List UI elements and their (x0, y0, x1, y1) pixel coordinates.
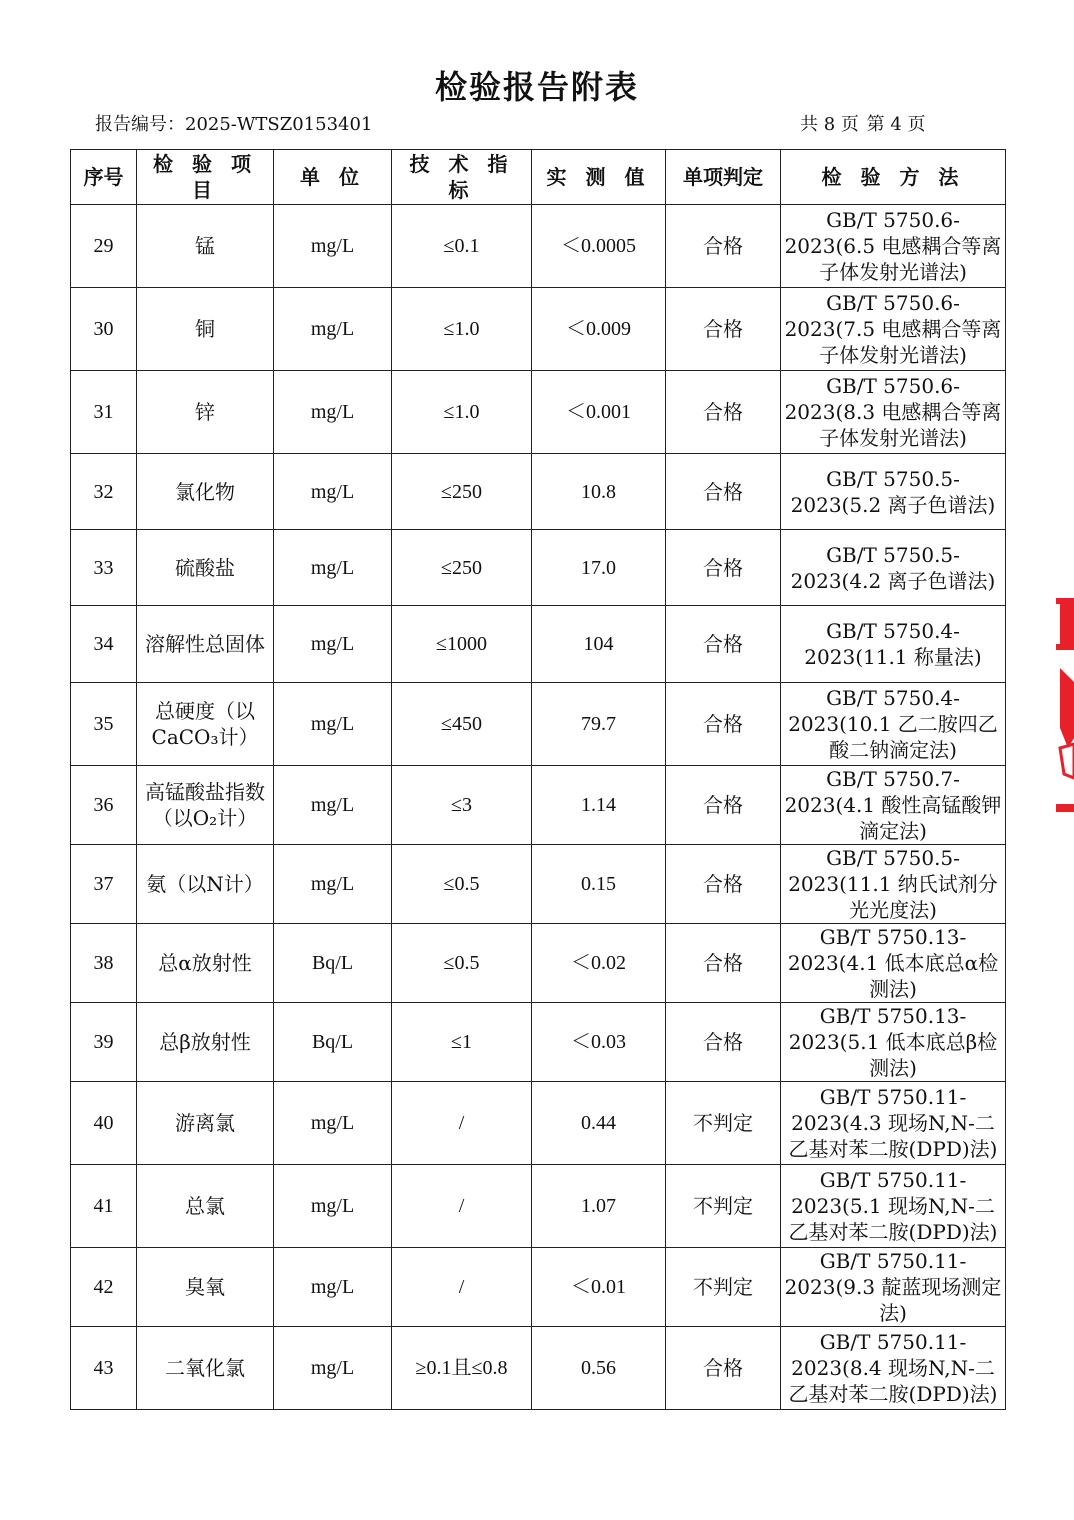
table-body (71, 205, 1006, 1410)
cell-verdict: 合格 (666, 530, 781, 606)
cell-no: 29 (71, 205, 137, 288)
cell-verdict: 合格 (666, 606, 781, 683)
cell-spec: / (392, 1082, 532, 1165)
inspection-table (70, 149, 1006, 1410)
column-header-verdict: 单项判定 (666, 150, 781, 205)
cell-no: 41 (71, 1165, 137, 1248)
cell-spec: ≤250 (392, 530, 532, 606)
table-row (71, 1248, 1006, 1327)
column-header-value: 实 测 值 (532, 150, 666, 205)
cell-value: ＜0.01 (532, 1248, 666, 1327)
cell-verdict: 合格 (666, 288, 781, 371)
cell-method: GB/T 5750.11-2023(9.3 靛蓝现场测定法) (781, 1248, 1006, 1327)
cell-unit: mg/L (274, 371, 392, 454)
cell-method: GB/T 5750.13-2023(4.1 低本底总α检测法) (781, 924, 1006, 1003)
column-header-item: 检 验 项 目 (137, 150, 274, 205)
cell-no: 30 (71, 288, 137, 371)
table-row (71, 845, 1006, 924)
seal-stamp (1056, 598, 1074, 812)
cell-method: GB/T 5750.4-2023(11.1 称量法) (781, 606, 1006, 683)
table-row (71, 454, 1006, 530)
cell-item: 总β放射性 (137, 1003, 274, 1082)
cell-method: GB/T 5750.11-2023(8.4 现场N,N-二乙基对苯二胺(DPD)法) (781, 1327, 1006, 1410)
cell-unit: mg/L (274, 1082, 392, 1165)
table-row (71, 606, 1006, 683)
column-header-spec: 技 术 指 标 (392, 150, 532, 205)
table-row (71, 371, 1006, 454)
cell-verdict: 合格 (666, 766, 781, 845)
cell-spec: ≤1000 (392, 606, 532, 683)
cell-method: GB/T 5750.6-2023(6.5 电感耦合等离子体发射光谱法) (781, 205, 1006, 288)
cell-unit: mg/L (274, 288, 392, 371)
cell-unit: mg/L (274, 530, 392, 606)
cell-item: 高锰酸盐指数（以O₂计） (137, 766, 274, 845)
table-row (71, 924, 1006, 1003)
table-row (71, 1082, 1006, 1165)
cell-unit: mg/L (274, 606, 392, 683)
table-row (71, 766, 1006, 845)
cell-value: 1.07 (532, 1165, 666, 1248)
cell-item: 总硬度（以CaCO₃计） (137, 683, 274, 766)
cell-method: GB/T 5750.6-2023(7.5 电感耦合等离子体发射光谱法) (781, 288, 1006, 371)
cell-value: 79.7 (532, 683, 666, 766)
cell-value: 104 (532, 606, 666, 683)
cell-spec: ≤1.0 (392, 371, 532, 454)
cell-no: 31 (71, 371, 137, 454)
cell-unit: Bq/L (274, 1003, 392, 1082)
cell-value: ＜0.009 (532, 288, 666, 371)
cell-verdict: 合格 (666, 371, 781, 454)
table-row (71, 683, 1006, 766)
cell-verdict: 合格 (666, 845, 781, 924)
cell-spec: ≤0.5 (392, 924, 532, 1003)
cell-value: ＜0.03 (532, 1003, 666, 1082)
cell-value: 0.15 (532, 845, 666, 924)
cell-item: 总α放射性 (137, 924, 274, 1003)
report-title: 检验报告附表 (434, 68, 639, 106)
cell-value: 10.8 (532, 454, 666, 530)
cell-item: 二氧化氯 (137, 1327, 274, 1410)
cell-spec: ≤1.0 (392, 288, 532, 371)
table-row (71, 530, 1006, 606)
current-page: 第 4 页 (866, 114, 926, 135)
cell-verdict: 合格 (666, 683, 781, 766)
cell-value: ＜0.001 (532, 371, 666, 454)
cell-no: 37 (71, 845, 137, 924)
cell-item: 锌 (137, 371, 274, 454)
cell-spec: ≥0.1且≤0.8 (392, 1327, 532, 1410)
cell-item: 总氯 (137, 1165, 274, 1248)
total-pages: 共 8 页 (800, 114, 859, 135)
cell-no: 39 (71, 1003, 137, 1082)
page-indicator (800, 110, 928, 136)
column-header-method: 检 验 方 法 (781, 150, 1006, 205)
cell-no: 42 (71, 1248, 137, 1327)
cell-no: 33 (71, 530, 137, 606)
cell-method: GB/T 5750.4-2023(10.1 乙二胺四乙酸二钠滴定法) (781, 683, 1006, 766)
cell-unit: mg/L (274, 454, 392, 530)
cell-verdict: 合格 (666, 205, 781, 288)
cell-item: 臭氧 (137, 1248, 274, 1327)
cell-method: GB/T 5750.11-2023(4.3 现场N,N-二乙基对苯二胺(DPD)法) (781, 1082, 1006, 1165)
cell-verdict: 合格 (666, 454, 781, 530)
cell-unit: mg/L (274, 205, 392, 288)
cell-spec: ≤450 (392, 683, 532, 766)
cell-spec: / (392, 1248, 532, 1327)
cell-method: GB/T 5750.5-2023(4.2 离子色谱法) (781, 530, 1006, 606)
cell-unit: mg/L (274, 845, 392, 924)
cell-item: 游离氯 (137, 1082, 274, 1165)
cell-no: 38 (71, 924, 137, 1003)
cell-value: 0.56 (532, 1327, 666, 1410)
cell-spec: ≤0.1 (392, 205, 532, 288)
cell-value: ＜0.02 (532, 924, 666, 1003)
cell-value: 17.0 (532, 530, 666, 606)
cell-verdict: 合格 (666, 1327, 781, 1410)
cell-method: GB/T 5750.13-2023(5.1 低本底总β检测法) (781, 1003, 1006, 1082)
cell-spec: ≤1 (392, 1003, 532, 1082)
cell-method: GB/T 5750.11-2023(5.1 现场N,N-二乙基对苯二胺(DPD)法) (781, 1165, 1006, 1248)
cell-item: 硫酸盐 (137, 530, 274, 606)
cell-item: 氨（以N计） (137, 845, 274, 924)
cell-unit: mg/L (274, 1165, 392, 1248)
table-header-row (71, 150, 1006, 205)
cell-no: 36 (71, 766, 137, 845)
table-row (71, 205, 1006, 288)
cell-method: GB/T 5750.5-2023(5.2 离子色谱法) (781, 454, 1006, 530)
cell-method: GB/T 5750.5-2023(11.1 纳氏试剂分光光度法) (781, 845, 1006, 924)
cell-no: 34 (71, 606, 137, 683)
cell-no: 35 (71, 683, 137, 766)
cell-method: GB/T 5750.6-2023(8.3 电感耦合等离子体发射光谱法) (781, 371, 1006, 454)
cell-verdict: 不判定 (666, 1248, 781, 1327)
cell-item: 锰 (137, 205, 274, 288)
cell-unit: mg/L (274, 1248, 392, 1327)
column-header-no: 序号 (71, 150, 137, 205)
cell-verdict: 合格 (666, 1003, 781, 1082)
cell-value: 1.14 (532, 766, 666, 845)
cell-no: 40 (71, 1082, 137, 1165)
cell-unit: Bq/L (274, 924, 392, 1003)
cell-unit: mg/L (274, 766, 392, 845)
cell-unit: mg/L (274, 683, 392, 766)
cell-spec: ≤250 (392, 454, 532, 530)
cell-unit: mg/L (274, 1327, 392, 1410)
cell-verdict: 合格 (666, 924, 781, 1003)
cell-no: 43 (71, 1327, 137, 1410)
cell-spec: ≤3 (392, 766, 532, 845)
cell-value: 0.44 (532, 1082, 666, 1165)
cell-verdict: 不判定 (666, 1165, 781, 1248)
cell-spec: / (392, 1165, 532, 1248)
cell-method: GB/T 5750.7-2023(4.1 酸性高锰酸钾滴定法) (781, 766, 1006, 845)
table-row (71, 1327, 1006, 1410)
cell-verdict: 不判定 (666, 1082, 781, 1165)
cell-no: 32 (71, 454, 137, 530)
table-row (71, 1003, 1006, 1082)
report-number: 报告编号：2025-WTSZ0153401 (95, 114, 373, 135)
cell-value: ＜0.0005 (532, 205, 666, 288)
cell-spec: ≤0.5 (392, 845, 532, 924)
cell-item: 溶解性总固体 (137, 606, 274, 683)
table-row (71, 1165, 1006, 1248)
column-header-unit: 单 位 (274, 150, 392, 205)
cell-item: 氯化物 (137, 454, 274, 530)
cell-item: 铜 (137, 288, 274, 371)
table-row (71, 288, 1006, 371)
